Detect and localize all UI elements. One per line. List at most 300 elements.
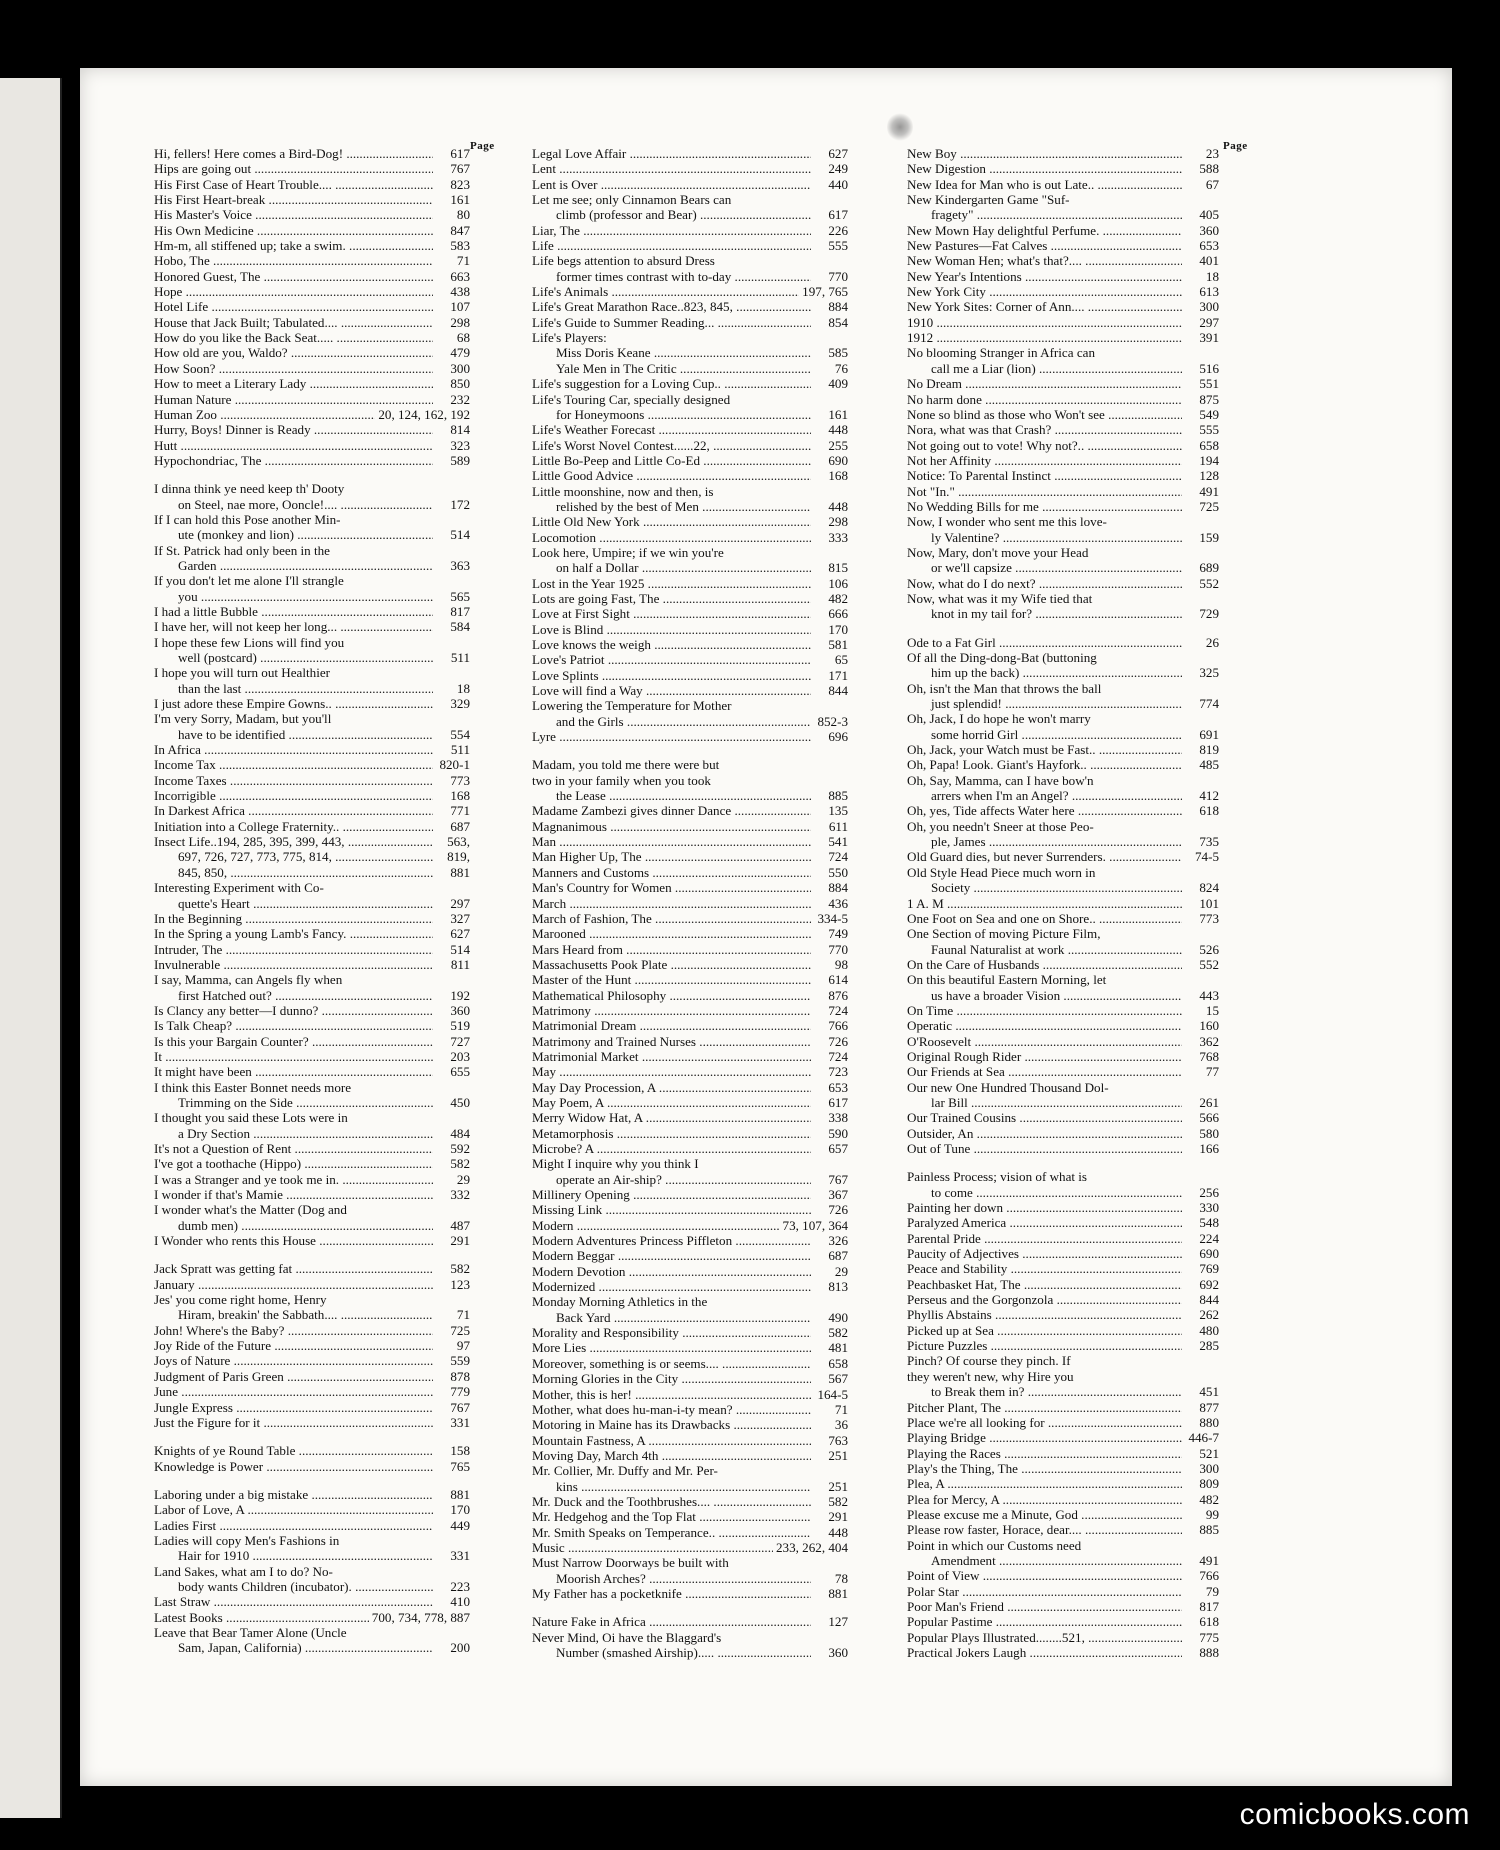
entry-page [1182, 1169, 1219, 1184]
index-entry [907, 773, 1219, 788]
entry-title: Hope ..... [154, 284, 433, 299]
index-entry [154, 926, 470, 941]
entry-title: Man Higher Up, The ..... [532, 849, 811, 864]
entry-title: Modern ..... [532, 1218, 780, 1233]
entry-page [1182, 926, 1219, 941]
entry-title: Laboring under a big mistake ..... [154, 1487, 433, 1502]
entry-title: and the Girls ..... [532, 714, 811, 729]
entry-title: Life's Players: [532, 330, 607, 346]
entry-title: I just adore these Empire Gowns.. ..... [154, 696, 433, 711]
entry-page: 73, 107, 364 [782, 1217, 848, 1233]
entry-page [811, 1156, 848, 1171]
entry-title: New Woman Hen; what's that?.... ..... [907, 253, 1182, 268]
entry-title: quette's Heart ..... [154, 896, 433, 911]
entry-title: Little Old New York ..... [532, 514, 811, 529]
entry-title: ple, James ..... [907, 834, 1182, 849]
index-entry [907, 1415, 1219, 1430]
index-entry [154, 1034, 470, 1049]
entry-title: Oh, Jack, I do hope he won't marry [907, 711, 1091, 727]
index-entry [154, 1518, 470, 1533]
entry-page: 367 [828, 1187, 848, 1203]
entry-page [1182, 711, 1219, 726]
entry-title: Lowering the Temperature for Mother [532, 698, 732, 714]
entry-title: Little Bo-Peep and Little Co-Ed ..... [532, 453, 811, 468]
entry-title: Insect Life..194, 285, 395, 399, 443, ..... [154, 834, 433, 849]
index-entry [154, 1625, 470, 1640]
entry-title: Back Yard ..... [532, 1310, 811, 1325]
entry-title: Our Trained Cousins ..... [907, 1110, 1182, 1125]
entry-page [433, 1292, 470, 1307]
index-entry [532, 1525, 848, 1540]
index-entry [532, 698, 848, 713]
entry-title: relished by the best of Men ..... [532, 499, 811, 514]
entry-title: How old are you, Waldo? ..... [154, 345, 433, 360]
entry-title: Perseus and the Gorgonzola ..... [907, 1292, 1182, 1307]
index-entry [154, 1172, 470, 1187]
index-entry [907, 484, 1219, 499]
index-entry [907, 757, 1219, 772]
index-entry [907, 530, 1219, 545]
index-entry [154, 1610, 470, 1625]
entry-page: 360 [1199, 222, 1219, 238]
entry-title: Hypochondriac, The ..... [154, 453, 433, 468]
section-gap [907, 1156, 1219, 1169]
index-entry [154, 573, 470, 588]
index-entry [532, 269, 848, 284]
index-entry [154, 207, 470, 222]
index-column-2 [532, 146, 848, 1660]
index-entry [532, 683, 848, 698]
entry-title: No blooming Stranger in Africa can [907, 345, 1095, 361]
entry-page: 26 [1205, 634, 1219, 650]
entry-page: 815 [828, 560, 848, 576]
index-entry [532, 637, 848, 652]
entry-title: Nature Fake in Africa ..... [532, 1614, 811, 1629]
entry-title: Mr. Duck and the Toothbrushes.... ..... [532, 1494, 811, 1509]
section-gap [907, 622, 1219, 635]
entry-title: Amendment ..... [907, 1553, 1182, 1568]
entry-title: Garden ..... [154, 558, 433, 573]
index-entry [532, 560, 848, 575]
entry-page: 655 [450, 1064, 470, 1080]
entry-title: Intruder, The ..... [154, 942, 433, 957]
index-entry [154, 192, 470, 207]
entry-title: Life's Worst Novel Contest......22, ..... [532, 438, 811, 453]
entry-title: lar Bill ..... [907, 1095, 1182, 1110]
entry-title: Master of the Hunt ..... [532, 972, 811, 987]
index-entry [907, 1277, 1219, 1292]
index-entry [154, 1353, 470, 1368]
entry-page: 555 [828, 238, 848, 254]
entry-page: 20, 124, 162, 192 [378, 406, 470, 422]
entry-page: 565 [450, 588, 470, 604]
index-entry [532, 1494, 848, 1509]
index-entry [154, 1064, 470, 1079]
entry-title: Ode to a Fat Girl ..... [907, 635, 1182, 650]
index-entry [154, 253, 470, 268]
entry-page: 97 [456, 1338, 470, 1354]
index-entry [154, 619, 470, 634]
entry-page: 448 [828, 498, 848, 514]
index-entry [532, 146, 848, 161]
entry-page [433, 543, 470, 558]
entry-title: two in your family when you took [532, 772, 711, 788]
entry-title: Not her Affinity ..... [907, 453, 1182, 468]
entry-page: 765 [450, 1458, 470, 1474]
entry-title: On Time ..... [907, 1003, 1182, 1018]
index-entry [532, 1630, 848, 1645]
entry-title: dumb men) ..... [154, 1218, 433, 1233]
entry-page: 735 [1199, 834, 1219, 850]
entry-title: Play's the Thing, The ..... [907, 1461, 1182, 1476]
entry-title: Popular Plays Illustrated........521, ..... [907, 1630, 1182, 1645]
entry-page: 327 [450, 910, 470, 926]
entry-page: 813 [828, 1279, 848, 1295]
index-entry [532, 330, 848, 345]
entry-page: 170 [828, 621, 848, 637]
index-entry [907, 1614, 1219, 1629]
entry-page: 480 [1199, 1322, 1219, 1338]
entry-title: Music ..... [532, 1540, 773, 1555]
index-entry [907, 635, 1219, 650]
index-entry [907, 269, 1219, 284]
entry-page: 521 [1199, 1445, 1219, 1461]
entry-title: Joys of Nature ..... [154, 1353, 433, 1368]
index-entry [154, 1415, 470, 1430]
entry-title: I wonder if that's Mamie ..... [154, 1187, 433, 1202]
entry-title: Labor of Love, A ..... [154, 1502, 433, 1517]
entry-page [433, 1533, 470, 1548]
index-entry [907, 1185, 1219, 1200]
index-entry [154, 1233, 470, 1248]
index-entry [154, 589, 470, 604]
index-entry [532, 1156, 848, 1171]
entry-page: 724 [828, 849, 848, 865]
entry-title: Morning Glories in the City ..... [532, 1371, 811, 1386]
index-entry [907, 591, 1219, 606]
entry-page: 326 [828, 1233, 848, 1249]
entry-page: 726 [828, 1033, 848, 1049]
entry-title: Plea, A ..... [907, 1476, 1182, 1491]
entry-title: Society ..... [907, 880, 1182, 895]
entry-page: 690 [828, 452, 848, 468]
index-entry [907, 819, 1219, 834]
entry-page: 101 [1199, 895, 1219, 911]
index-entry [154, 238, 470, 253]
entry-title: If you don't let me alone I'll strangle [154, 573, 344, 589]
index-entry [532, 773, 848, 788]
entry-page: 611 [828, 818, 848, 834]
index-entry [154, 453, 470, 468]
entry-title: Point in which our Customs need [907, 1537, 1082, 1553]
entry-title: Parental Pride ..... [907, 1231, 1182, 1246]
entry-title: Just the Figure for it ..... [154, 1415, 433, 1430]
index-entry [532, 1463, 848, 1478]
entry-page [811, 698, 848, 713]
entry-title: they weren't new, why Hire you [907, 1368, 1074, 1384]
index-entry [532, 714, 848, 729]
index-entry [532, 1356, 848, 1371]
index-entry [907, 1430, 1219, 1445]
entry-page: 847 [450, 222, 470, 238]
entry-page: 566 [1199, 1110, 1219, 1126]
entry-title: Initiation into a College Fraternity.. ..... [154, 819, 433, 834]
entry-title: you ..... [154, 589, 433, 604]
entry-title: Old Guard dies, but never Surrenders. ..... [907, 849, 1182, 864]
entry-page: 877 [1199, 1399, 1219, 1415]
entry-page [811, 1630, 848, 1645]
entry-title: Life's Animals ..... [532, 284, 799, 299]
entry-page: 285 [1199, 1338, 1219, 1354]
entry-page: 71 [456, 1307, 470, 1323]
entry-title: I was a Stranger and ye took me in. ..... [154, 1172, 433, 1187]
entry-page: 763 [828, 1432, 848, 1448]
index-entry [154, 1095, 470, 1110]
entry-page: 71 [456, 253, 470, 269]
index-entry [532, 192, 848, 207]
index-entry [154, 177, 470, 192]
entry-title: Moving Day, March 4th ..... [532, 1448, 811, 1463]
index-entry [907, 742, 1219, 757]
index-entry [154, 1049, 470, 1064]
entry-page: 773 [450, 772, 470, 788]
entry-page: 232 [450, 391, 470, 407]
entry-title: Not going out to vote! Why not?.. ..... [907, 438, 1182, 453]
entry-page [433, 573, 470, 588]
entry-page: 511 [450, 742, 470, 758]
entry-page: 852-3 [817, 713, 848, 729]
entry-title: Modern Adventures Princess Piffleton ..... [532, 1233, 811, 1248]
index-entry [532, 1371, 848, 1386]
entry-title: June ..... [154, 1384, 433, 1399]
entry-title: In the Spring a young Lamb's Fancy. ..... [154, 926, 433, 941]
entry-title: New Boy ..... [907, 146, 1182, 161]
entry-page: 297 [450, 895, 470, 911]
index-entry [907, 942, 1219, 957]
entry-page: 159 [1199, 529, 1219, 545]
entry-page: 491 [1199, 483, 1219, 499]
entry-title: Life ..... [532, 238, 811, 253]
index-entry [154, 497, 470, 512]
index-entry [907, 1538, 1219, 1553]
entry-page: 696 [828, 729, 848, 745]
entry-page: 555 [1199, 422, 1219, 438]
entry-title: call me a Liar (lion) ..... [907, 361, 1182, 376]
entry-page [1182, 819, 1219, 834]
entry-page: 766 [1199, 1568, 1219, 1584]
entry-page: 584 [450, 619, 470, 635]
entry-title: Manners and Customs ..... [532, 865, 811, 880]
index-entry [532, 514, 848, 529]
entry-title: Mother, what does hu-man-i-ty mean? ..... [532, 1402, 811, 1417]
entry-page: 409 [828, 376, 848, 392]
index-entry [532, 238, 848, 253]
entry-page: 559 [450, 1353, 470, 1369]
entry-title: Of all the Ding-dong-Bat (buttoning [907, 650, 1097, 665]
entry-title: Liar, The ..... [532, 223, 811, 238]
entry-title: to come ..... [907, 1185, 1182, 1200]
index-entry [907, 576, 1219, 591]
index-entry [532, 1448, 848, 1463]
entry-page: 844 [1199, 1292, 1219, 1308]
entry-page: 65 [834, 652, 848, 668]
entry-title: O'Roosevelt ..... [907, 1034, 1182, 1049]
index-entry [907, 896, 1219, 911]
index-entry [154, 299, 470, 314]
index-entry [907, 560, 1219, 575]
entry-page: 360 [828, 1645, 848, 1660]
entry-title: Incorrigible ..... [154, 788, 433, 803]
entry-page: 881 [450, 864, 470, 880]
entry-page: 438 [450, 284, 470, 300]
entry-title: Outsider, An ..... [907, 1126, 1182, 1141]
index-entry [532, 315, 848, 330]
entry-page [1182, 591, 1219, 606]
index-entry [532, 652, 848, 667]
entry-page: 251 [828, 1478, 848, 1494]
entry-page: 666 [828, 606, 848, 622]
index-entry [907, 1246, 1219, 1261]
entry-title: Let me see; only Cinnamon Bears can [532, 192, 732, 208]
entry-page: 99 [1205, 1506, 1219, 1522]
index-entry [532, 253, 848, 268]
index-entry [532, 729, 848, 744]
entry-title: Income Tax ..... [154, 757, 433, 772]
index-entry [154, 604, 470, 619]
entry-page [433, 1110, 470, 1125]
entry-page: 588 [1199, 161, 1219, 177]
index-entry [532, 926, 848, 941]
entry-page: 68 [456, 330, 470, 346]
index-entry [154, 315, 470, 330]
entry-page: 563, [447, 834, 470, 850]
index-entry [154, 1126, 470, 1141]
entry-title: Trimming on the Side ..... [154, 1095, 433, 1110]
entry-title: Lyre ..... [532, 729, 811, 744]
index-entry [154, 1277, 470, 1292]
index-entry [154, 865, 470, 880]
index-entry [154, 1459, 470, 1474]
index-entry [532, 1080, 848, 1095]
entry-page: 819 [1199, 742, 1219, 758]
entry-page: 592 [450, 1141, 470, 1156]
entry-title: Practical Jokers Laugh ..... [907, 1645, 1182, 1660]
entry-title: Man ..... [532, 834, 811, 849]
index-entry [907, 957, 1219, 972]
entry-title: I hope these few Lions will find you [154, 634, 345, 650]
entry-page: 329 [450, 696, 470, 712]
entry-title: Joy Ride of the Future ..... [154, 1338, 433, 1353]
index-entry [154, 1443, 470, 1458]
entry-title: May Day Procession, A ..... [532, 1080, 811, 1095]
entry-page: 617 [828, 1094, 848, 1110]
entry-page: 331 [450, 1548, 470, 1564]
entry-page: 200 [450, 1640, 470, 1656]
index-entry [907, 1261, 1219, 1276]
index-entry [154, 988, 470, 1003]
index-entry [907, 1338, 1219, 1353]
index-entry [532, 223, 848, 238]
index-entry [907, 926, 1219, 941]
entry-page: 391 [1199, 330, 1219, 346]
entry-page: 127 [828, 1614, 848, 1630]
entry-title: Life's Great Marathon Race..823, 845, ..... [532, 299, 811, 314]
entry-title: I thought you said these Lots were in [154, 1110, 348, 1126]
entry-title: Ladies First ..... [154, 1518, 433, 1533]
index-entry [154, 1261, 470, 1276]
index-entry [532, 1340, 848, 1355]
index-entry [907, 299, 1219, 314]
entry-title: Point of View ..... [907, 1568, 1182, 1583]
index-entry [154, 438, 470, 453]
entry-title: In Darkest Africa ..... [154, 803, 433, 818]
entry-title: Mountain Fastness, A ..... [532, 1433, 811, 1448]
entry-title: Missing Link ..... [532, 1202, 811, 1217]
entry-title: Jungle Express ..... [154, 1400, 433, 1415]
index-entry [154, 942, 470, 957]
entry-page: 516 [1199, 360, 1219, 376]
entry-title: Hutt ..... [154, 438, 433, 453]
index-entry [907, 545, 1219, 560]
entry-page [1182, 514, 1219, 529]
entry-title: Leave that Bear Tamer Alone (Uncle [154, 1624, 347, 1640]
entry-page [811, 1463, 848, 1478]
page-header-label: Page [1223, 140, 1248, 152]
entry-page: 291 [828, 1509, 848, 1525]
entry-page: 18 [1205, 268, 1219, 284]
entry-page [811, 1294, 848, 1309]
entry-title: fragety" ..... [907, 207, 1182, 222]
entry-page: 297 [1199, 314, 1219, 330]
entry-page: 617 [828, 207, 848, 223]
entry-page: 481 [828, 1340, 848, 1356]
entry-title: body wants Children (incubator). ..... [154, 1579, 433, 1594]
index-entry [907, 1353, 1219, 1368]
index-entry [907, 803, 1219, 818]
page-gutter [0, 78, 62, 1818]
entry-page: 618 [1199, 1614, 1219, 1630]
entry-title: No harm done ..... [907, 392, 1182, 407]
entry-page: 168 [828, 468, 848, 484]
entry-title: Our Friends at Sea ..... [907, 1064, 1182, 1079]
index-entry [532, 803, 848, 818]
entry-page [433, 635, 470, 650]
index-entry [907, 1645, 1219, 1660]
entry-title: Pinch? Of course they pinch. If [907, 1353, 1071, 1369]
index-entry [154, 1338, 470, 1353]
index-entry [532, 1279, 848, 1294]
page-header-label: Page [470, 140, 495, 152]
index-entry [907, 161, 1219, 176]
entry-title: on Steel, nae more, Ooncle!.... ..... [154, 497, 433, 512]
entry-title: Human Zoo ..... [154, 407, 375, 422]
entry-page: 551 [1199, 376, 1219, 392]
entry-title: Morality and Responsibility ..... [532, 1325, 811, 1340]
index-entry [532, 530, 848, 545]
index-entry [907, 422, 1219, 437]
index-entry [907, 192, 1219, 207]
entry-page: 809 [1199, 1476, 1219, 1492]
index-entry [907, 988, 1219, 1003]
entry-page: 653 [828, 1079, 848, 1095]
entry-page: 338 [828, 1110, 848, 1126]
index-entry [532, 622, 848, 637]
entry-title: On the Care of Husbands ..... [907, 957, 1182, 972]
entry-title: Mr. Smith Speaks on Temperance.. ..... [532, 1525, 811, 1540]
entry-title: It's not a Question of Rent ..... [154, 1141, 433, 1156]
index-entry [532, 1034, 848, 1049]
entry-title: I say, Mamma, can Angels fly when [154, 972, 343, 988]
